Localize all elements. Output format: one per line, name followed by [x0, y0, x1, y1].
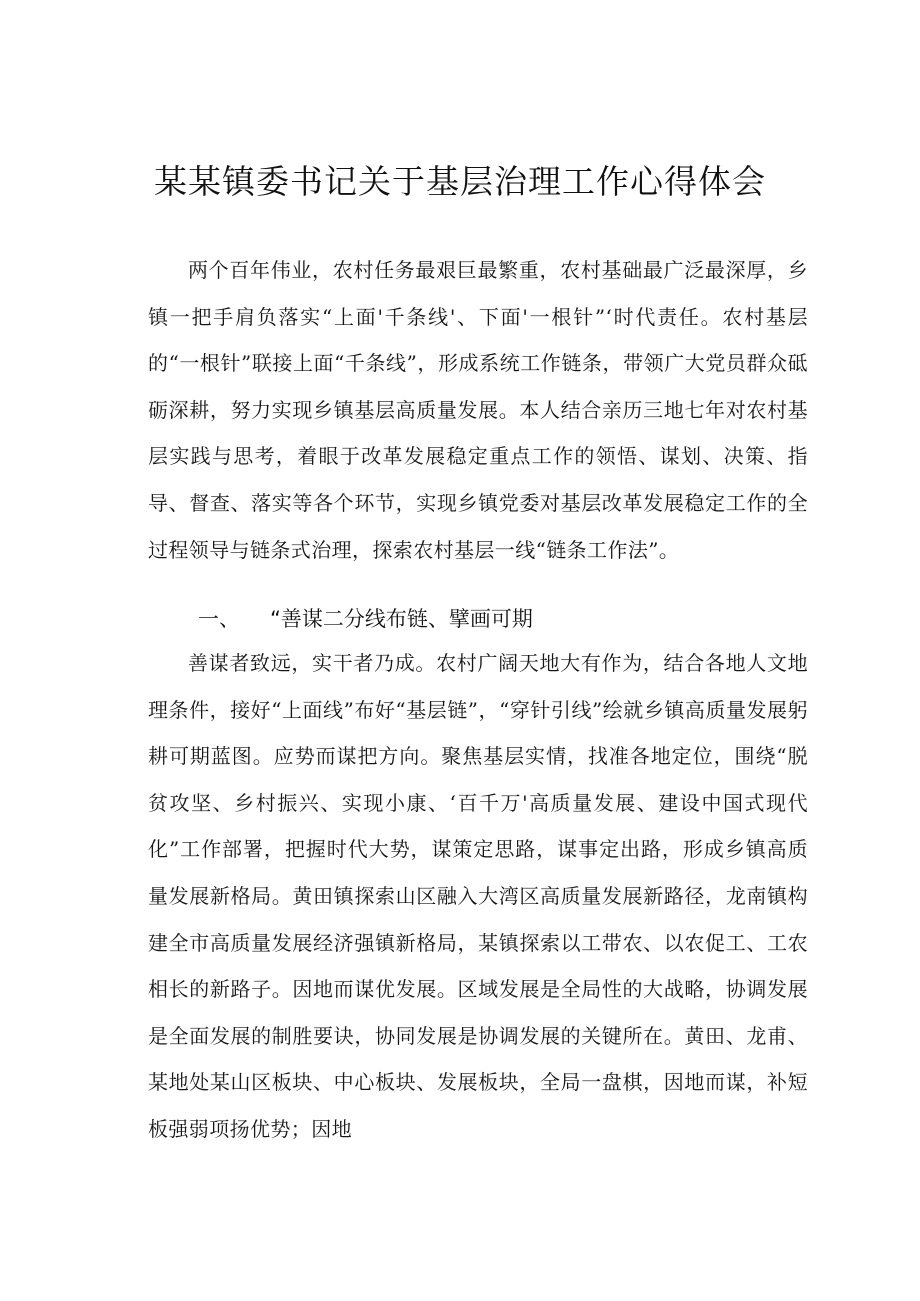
- document-title: 某某镇委书记关于基层治理工作心得体会: [154, 162, 766, 201]
- paragraph-section-one: [148, 640, 808, 1153]
- section-heading-text: “善谋二分线布链、擘画可期: [270, 607, 533, 631]
- paragraph-text: 两个百年伟业，农村任务最艰巨最繁重，农村基础最广泛最深厚，乡镇一把手肩负落实“上面'千条线'、下面'一根针”‘时代责任。农村基层的“一根针”联接上面“千条线”，形成系统工作链条，带领广大党员群众砥砺深耕，努力实现乡镇基层高质量发展。本人结合亲历三地七年对农村基层实践与思考，着眼于改革发展稳定重点工作的领悟、谋划、决策、指导、督查、落实等各个环节，实现乡镇党委对基层改革发展稳定工作的全过程领导与链条式治理，探索农村基层一线“链条工作法”。: [148, 258, 808, 562]
- section-heading: [198, 596, 533, 642]
- paragraph-intro: [148, 247, 808, 573]
- paragraph-text: 善谋者致远，实干者乃成。农村广阔天地大有作为，结合各地人文地理条件，接好“上面线”布好“基层链”，“穿针引线”绘就乡镇高质量发展躬耕可期蓝图。应势而谋把方向。聚焦基层实情，找准各地定位，围绕“脱贫攻坚、乡村振兴、实现小康、‘百千万'高质量发展、建设中国式现代化”工作部署，把握时代大势，谋策定思路，谋事定出路，形成乡镇高质量发展新格局。黄田镇探索山区融入大湾区高质量发展新路径，龙南镇构建全市高质量发展经济强镇新格局，某镇探索以工带农、以农促工、工农相长的新路子。因地而谋优发展。区域发展是全局性的大战略，协调发展是全面发展的制胜要诀，协同发展是协调发展的关键所在。黄田、龙甫、某地处某山区板块、中心板块、发展板块，全局一盘棋，因地而谋，补短板强弱项扬优势；因地: [148, 651, 808, 1141]
- section-number: 一、: [198, 607, 240, 631]
